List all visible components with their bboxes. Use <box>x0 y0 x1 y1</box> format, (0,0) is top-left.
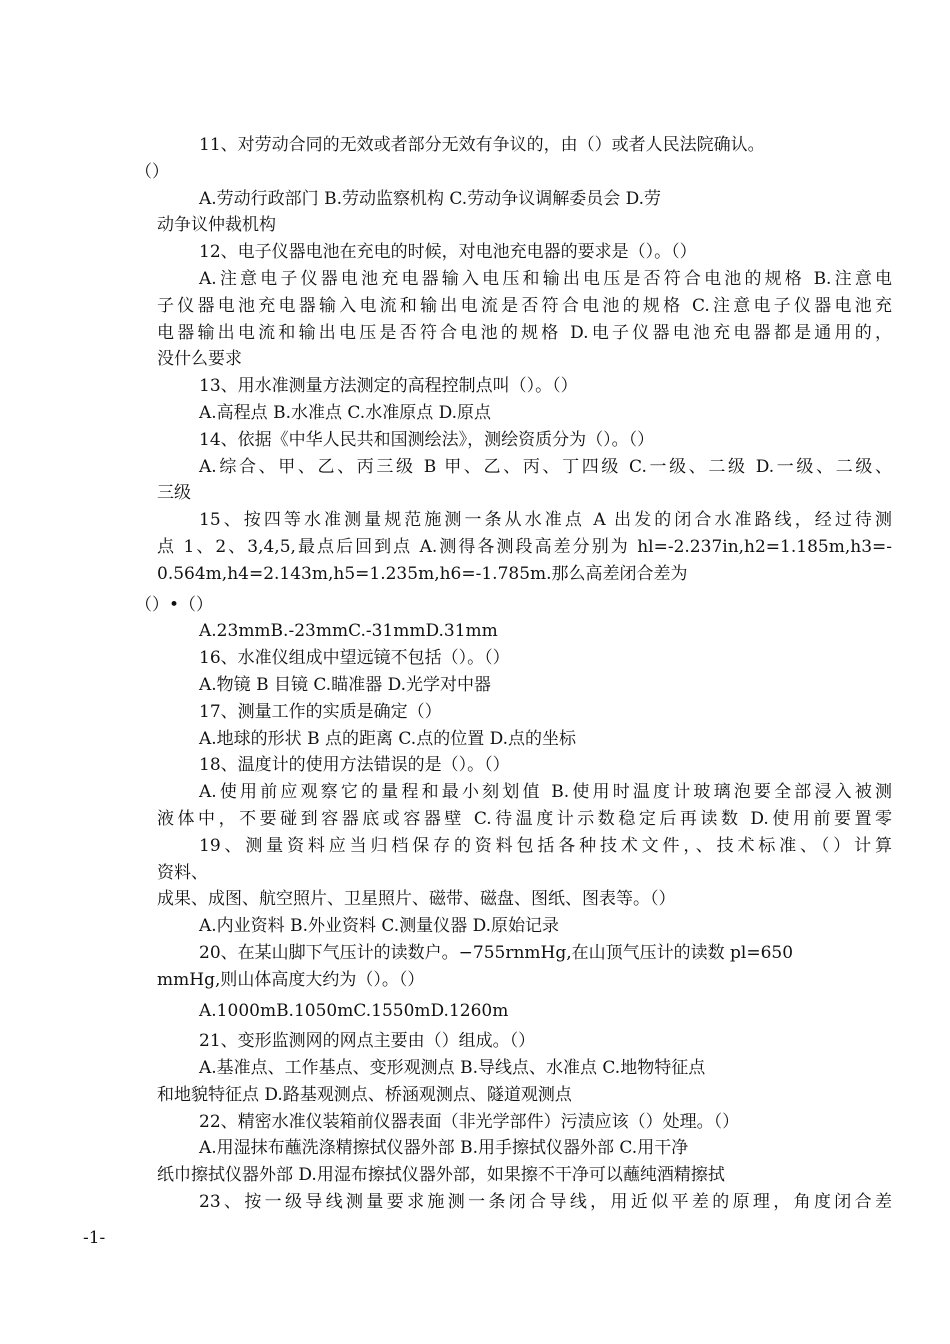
question-11: 11、对劳动合同的无效或者部分无效有争议的，由（）或者人民法院确认。 <box>199 135 765 155</box>
text-line: 三级 <box>157 483 191 504</box>
text-line: 电器输出电流和输出电压是否符合电池的规格 D.电子仪器电池充电器都是通用的， <box>157 322 892 343</box>
question-23: 23、按一级导线测量要求施测一条闭合导线，用近似平差的原理，角度闭合差 <box>199 1192 892 1213</box>
question-20: 20、在某山脚下气压计的读数户。−755rnmHg,在山顶气压计的读数 pl=650 <box>199 942 794 963</box>
options-15: A.23mmB.-23mmC.-31mmD.31mm <box>199 621 498 642</box>
page-number: -1- <box>83 1228 106 1248</box>
options-16: A.物镜 B 目镜 C.瞄准器 D.光学对中器 <box>199 674 492 695</box>
document-body <box>135 132 892 1216</box>
options-21: A.基准点、工作基点、变形观测点 B.导线点、水准点 C.地物特征点 <box>199 1058 706 1079</box>
question-22: 22、精密水准仪装箱前仪器表面（非光学部件）污渍应该（）处理。（） <box>199 1111 740 1132</box>
text-line: 0.564m,h4=2.143m,h5=1.235m,h6=-1.785m.那么高差闭合差为 <box>157 563 688 584</box>
question-19: 19、测量资料应当归档保存的资料包括各种技术文件，、技术标准、（）计算 <box>199 835 892 856</box>
text-line: mmHg,则山体高度大约为（）。（） <box>157 969 425 990</box>
question-14: 14、依据《中华人民共和国测绘法》，测绘资质分为（）。（） <box>199 429 655 450</box>
question-16: 16、水准仪组成中望远镜不包括（）。（） <box>199 648 510 669</box>
options-18: A.使用前应观察它的量程和最小刻划值 B.使用时温度计玻璃泡要全部浸入被测 <box>199 782 892 803</box>
options-20: A.1000mB.1050mC.1550mD.1260m <box>199 1000 509 1021</box>
text-line: 动争议仲裁机构 <box>157 215 276 236</box>
question-13: 13、用水准测量方法测定的高程控制点叫（）。（） <box>199 376 578 397</box>
text-line: （） <box>135 161 169 182</box>
text-line: 液体中，不要碰到容器底或容器壁 C.待温度计示数稳定后再读数 D.使用前要置零 <box>157 808 892 829</box>
text-line: 没什么要求 <box>157 349 242 370</box>
options-17: A.地球的形状 B 点的距离 C.点的位置 D.点的坐标 <box>199 728 577 749</box>
text-line: 和地貌特征点 D.路基观测点、桥涵观测点、隧道观测点 <box>157 1084 572 1105</box>
options-19: A.内业资料 B.外业资料 C.测量仪器 D.原始记录 <box>199 916 560 937</box>
options-13: A.高程点 B.水准点 C.水准原点 D.原点 <box>199 402 492 423</box>
text-line: 点 1、2、3,4,5,最点后回到点 A.测得各测段高差分别为 hl=-2.237in,h2=1.185m,h3=- <box>157 536 892 557</box>
text-line: 子仪器电池充电器输入电流和输出电流是否符合电池的规格 C.注意电子仪器电池充 <box>157 295 892 316</box>
text-line: （）•（） <box>135 594 214 615</box>
text-line: 资料、 <box>157 862 208 883</box>
options-14: A.综合、甲、乙、丙三级 B 甲、乙、丙、丁四级 C.一级、二级 D.一级、二级、 <box>199 456 892 477</box>
options-12: A.注意电子仪器电池充电器输入电压和输出电压是否符合电池的规格 B.注意电 <box>199 268 892 289</box>
options-11: A.劳动行政部门 B.劳动监察机构 C.劳动争议调解委员会 D.劳 <box>199 188 662 209</box>
question-15: 15、按四等水准测量规范施测一条从水准点 A 出发的闭合水准路线，经过待测 <box>199 510 892 531</box>
options-22: A.用湿抹布蘸洗涤精擦拭仪器外部 B.用手擦拭仪器外部 C.用干净 <box>199 1138 689 1159</box>
question-21: 21、变形监测网的网点主要由（）组成。（） <box>199 1031 536 1052</box>
text-line: 纸巾擦拭仪器外部 D.用湿布擦拭仪器外部，如果擦不干净可以蘸纯酒精擦拭 <box>157 1165 725 1186</box>
question-17: 17、测量工作的实质是确定（） <box>199 701 442 722</box>
question-12: 12、电子仪器电池在充电的时候，对电池充电器的要求是（）。（） <box>199 242 697 263</box>
question-18: 18、温度计的使用方法错误的是（）。（） <box>199 755 510 776</box>
text-line: 成果、成图、航空照片、卫星照片、磁带、磁盘、图纸、图表等。（） <box>157 889 676 910</box>
